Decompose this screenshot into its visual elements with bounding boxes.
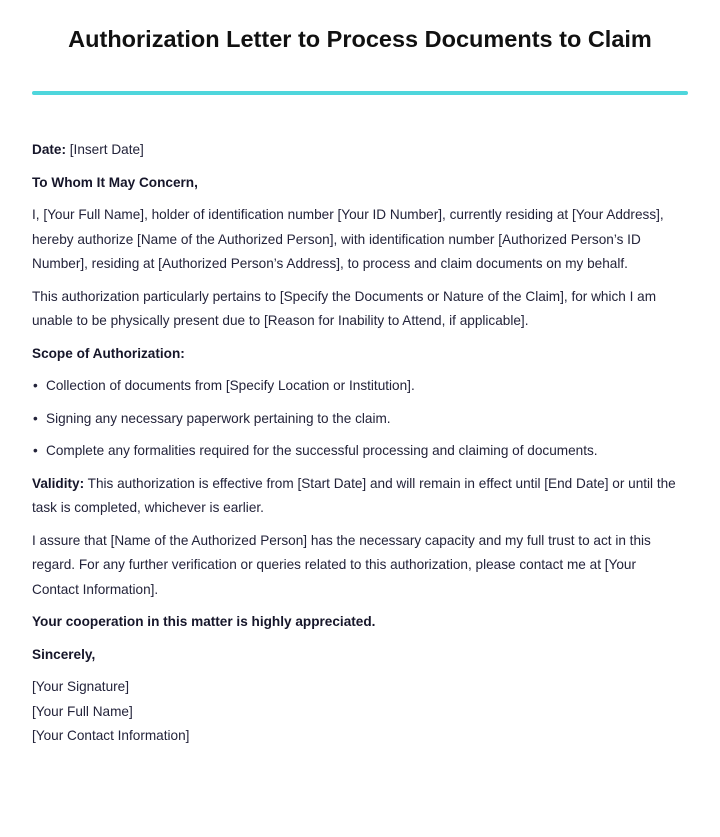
salutation (32, 171, 682, 196)
cooperation-text: Your cooperation in this matter is highly appreciated. (32, 614, 376, 629)
list-item (32, 407, 682, 432)
closing-line (32, 643, 682, 668)
signature-line: [Your Signature] (32, 679, 129, 694)
validity-label: Validity: (32, 475, 85, 491)
bullet-icon: • (33, 378, 38, 393)
letter-body (32, 138, 682, 749)
bullet-icon: • (33, 410, 38, 426)
cooperation-line (32, 610, 682, 635)
assurance-paragraph: I assure that [Name of the Authorized Person] has the necessary capacity and my full trust to act in this regard. For any further verification or queries related to this authorization, please contact me at [Your Contact Information]. (32, 532, 651, 597)
validity-text: This authorization is effective from [Start Date] and will remain in effect until [End Date] or until the task is completed, whichever is earlier. (32, 475, 676, 515)
contact-info-line: [Your Contact Information] (32, 728, 190, 743)
scope-heading (32, 342, 682, 367)
purpose-paragraph: This authorization particularly pertains to [Specify the Documents or Nature of the Claim], for which I am unable to be physically present due to [Reason for Inability to Attend, if applicable]. (32, 288, 657, 328)
date-value: [Insert Date] (66, 142, 144, 157)
scope-heading-text: Scope of Authorization: (32, 345, 185, 361)
intro-paragraph: I, [Your Full Name], holder of identification number [Your ID Number], currently residing at [Your Address], hereby authorize [Name of the Authorized Person], with identification number [Authorized Person’s ID Number], residing at [Authorized Person’s Address], to process and claim documents on my behalf. (32, 207, 664, 271)
signature-block (32, 675, 682, 749)
list-item (32, 439, 682, 464)
closing-text: Sincerely, (32, 646, 96, 662)
list-item-text: Collection of documents from [Specify Location or Institution]. (46, 378, 415, 393)
title-divider (32, 91, 688, 95)
validity-paragraph (32, 472, 682, 521)
salutation-text: To Whom It May Concern, (32, 174, 198, 190)
scope-list (32, 374, 682, 464)
page-title: Authorization Letter to Process Documents to Claim (68, 26, 652, 52)
date-label: Date: (32, 142, 66, 157)
full-name-line: [Your Full Name] (32, 703, 133, 719)
list-item-text: Complete any formalities required for the successful processing and claiming of documents. (46, 443, 598, 458)
list-item-text: Signing any necessary paperwork pertaining to the claim. (46, 410, 391, 426)
date-line (32, 138, 682, 163)
bullet-icon: • (33, 443, 38, 458)
list-item (32, 374, 682, 399)
